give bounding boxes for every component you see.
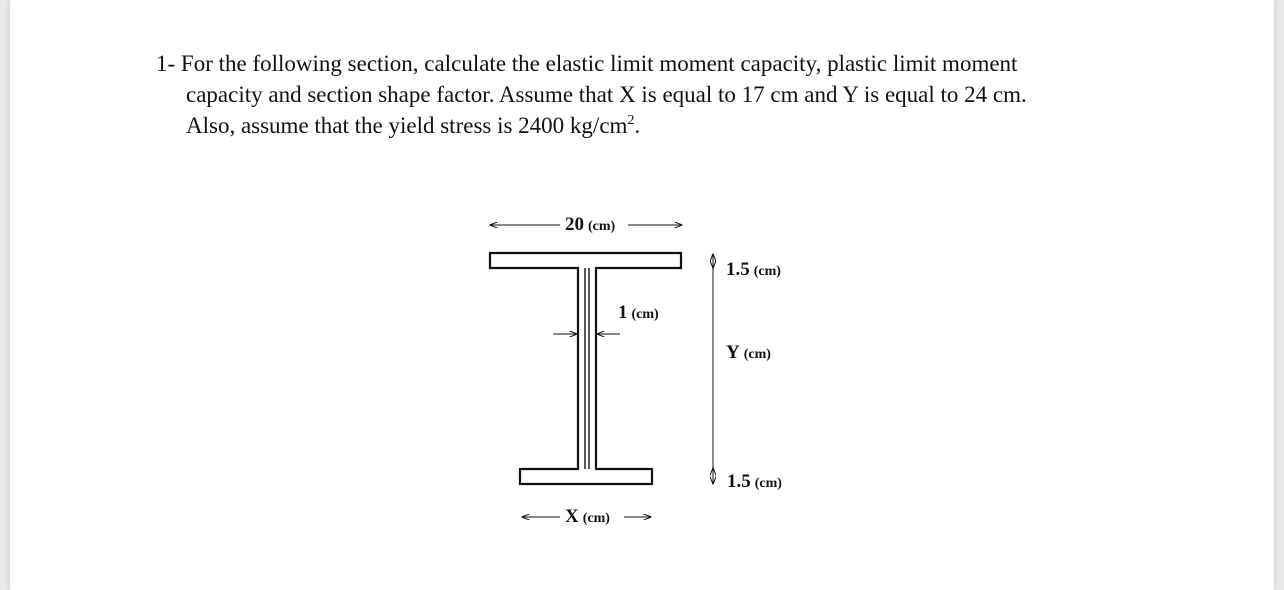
bottom-thickness-value: 1.5: [727, 471, 751, 492]
web-height-label: [726, 342, 771, 363]
problem-text-line-3-end: .: [634, 113, 641, 138]
problem-number: 1-: [156, 51, 176, 76]
problem-text-line-3: Also, assume that the yield stress is 2400 kg/cm: [186, 113, 628, 138]
web-height-unit: (cm): [743, 347, 771, 362]
problem-text-line-1: For the following section, calculate the elastic limit moment capacity, plastic limit moment: [180, 51, 1018, 76]
bottom-thickness-unit: (cm): [754, 476, 782, 491]
top-thickness-value: 1.5: [726, 259, 750, 280]
web-thickness-value: 1: [618, 302, 628, 323]
bottom-width-value: X: [565, 506, 579, 527]
web-thickness-label: [618, 302, 659, 323]
web-thickness-unit: (cm): [631, 307, 659, 322]
web-height-value: Y: [726, 342, 740, 363]
superscript-2: 2: [627, 113, 635, 128]
bottom-width-unit: (cm): [582, 511, 610, 526]
top-width-value: 20: [565, 214, 584, 235]
top-thickness-unit: (cm): [753, 264, 781, 279]
bottom-width-label: [565, 506, 610, 527]
problem-line-2: capacity and section shape factor. Assume that X is equal to 17 cm and Y is equal to 24 cm.: [186, 82, 1027, 107]
top-width-label: [565, 214, 616, 235]
top-thickness-label: [726, 259, 781, 280]
top-width-unit: (cm): [588, 219, 616, 234]
bottom-thickness-label: [727, 471, 782, 492]
